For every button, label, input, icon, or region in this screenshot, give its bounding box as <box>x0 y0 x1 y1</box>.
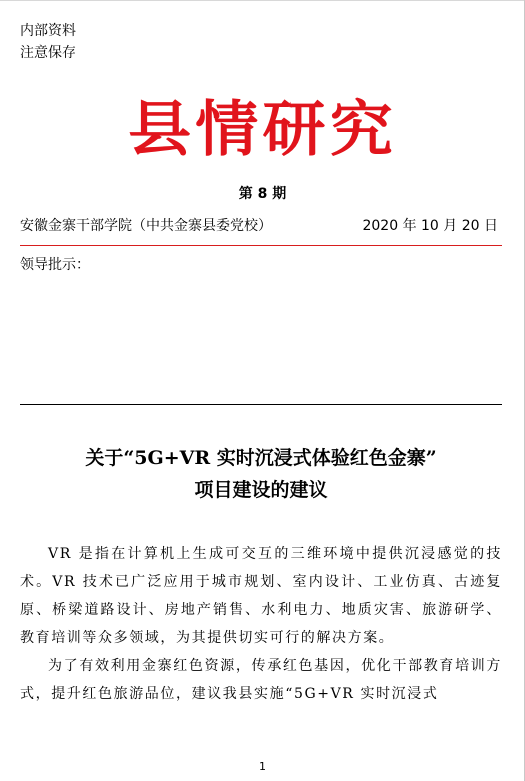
publisher-org: 安徽金寨干部学院（中共金寨县委党校） <box>20 218 272 234</box>
classification-line-2: 注意保存 <box>20 45 76 61</box>
publisher-line <box>20 215 498 235</box>
article-title-line-2: 项目建设的建议 <box>194 479 328 501</box>
classification-note <box>20 20 76 64</box>
issue-number: 第 8 期 <box>238 186 287 202</box>
article-title-line-1: 关于“5G+VR 实时沉浸式体验红色金寨” <box>85 447 437 469</box>
publish-date: 2020 年 10 月 20 日 <box>362 218 498 234</box>
leader-comment-label: 领导批示： <box>20 257 90 273</box>
red-divider <box>20 245 502 246</box>
paragraph: VR 是指在计算机上生成可交互的三维环境中提供沉浸感觉的技术。VR 技术已广泛应用于城市规划、室内设计、工业仿真、古迹复原、桥梁道路设计、房地产销售、水利电力、地质灾害、旅游研学、教育培训等众多领域，为其提供切实可行的解决方案。 <box>20 546 502 646</box>
paragraph: 为了有效利用金寨红色资源，传承红色基因，优化干部教育培训方式，提升红色旅游品位，建议我县实施“5G+VR 实时沉浸式 <box>20 658 502 702</box>
article-title <box>20 442 502 506</box>
black-divider <box>20 404 502 405</box>
page-edge-top <box>0 0 524 1</box>
masthead-title: 县情研究 <box>128 95 397 165</box>
classification-line-1: 内部资料 <box>20 23 76 39</box>
article-body <box>20 540 502 708</box>
page-number: 1 <box>259 760 266 773</box>
